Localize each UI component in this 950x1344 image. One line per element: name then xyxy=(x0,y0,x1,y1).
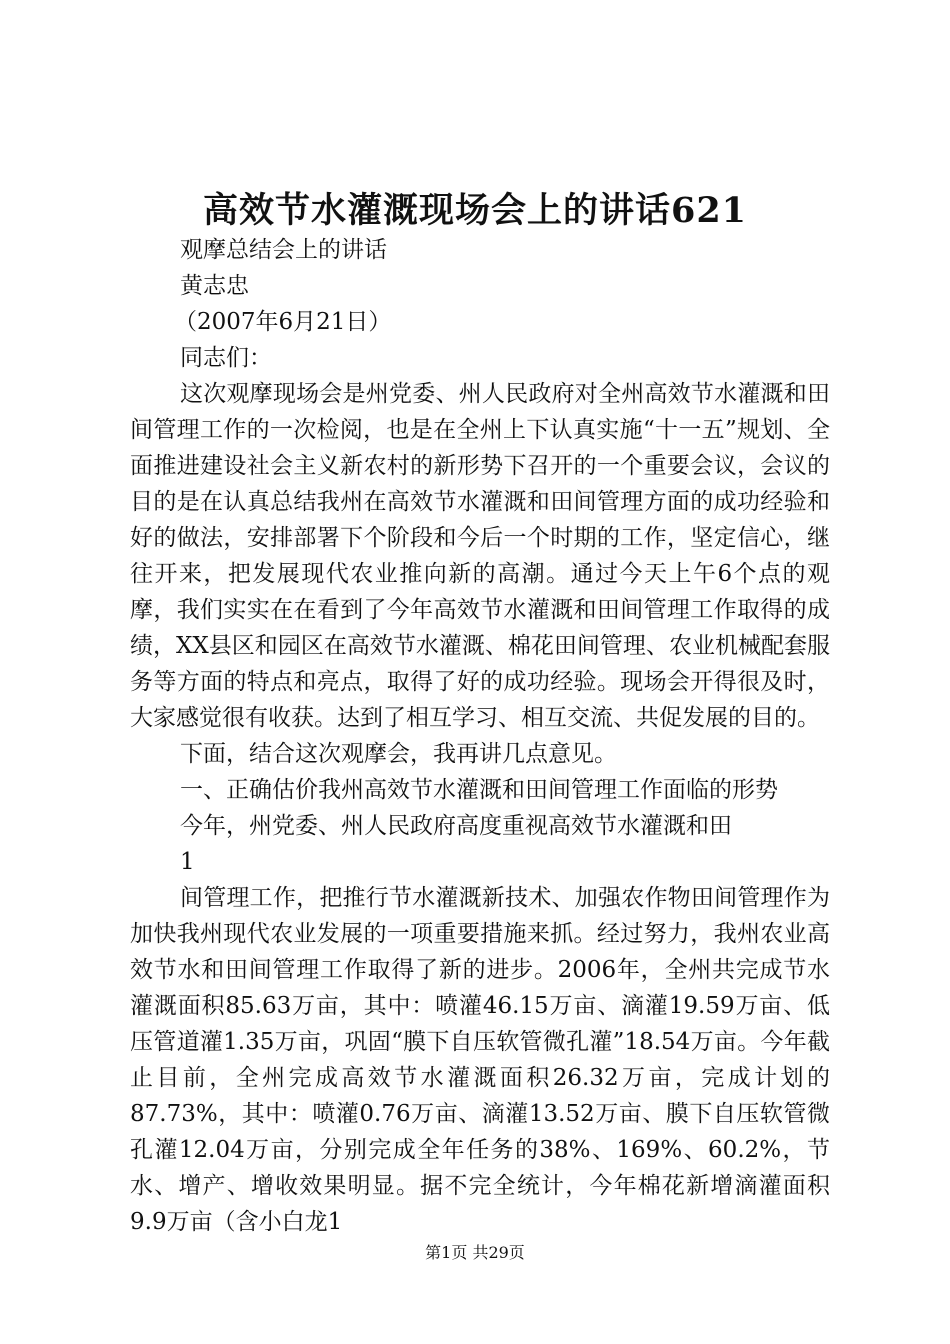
speech-heading: 观摩总结会上的讲话 xyxy=(180,237,387,263)
body-paragraph: 下面，结合这次观摩会，我再讲几点意见。 xyxy=(180,741,617,767)
salutation: 同志们： xyxy=(180,345,272,371)
document-body xyxy=(130,232,830,1240)
document-title: 高效节水灌溉现场会上的讲话621 xyxy=(202,190,748,231)
inline-page-number: 1 xyxy=(180,849,195,875)
section-heading: 一、正确估价我州高效节水灌溉和田间管理工作面临的形势 xyxy=(180,777,778,803)
body-paragraph: 今年，州党委、州人民政府高度重视高效节水灌溉和田 xyxy=(180,813,732,839)
body-paragraph: 间管理工作，把推行节水灌溉新技术、加强农作物田间管理作为加快我州现代农业发展的一项重要措施来抓。经过努力，我州农业高效节水和田间管理工作取得了新的进步。2006年，全州共完成节水灌溉面积85.63万亩，其中：喷灌46.15万亩、滴灌19.59万亩、低压管道灌1.35万亩，巩固“膜下自压软管微孔灌”18.54万亩。今年截止目前，全州完成高效节水灌溉面积26.32万亩，完成计划的87.73%，其中：喷灌0.76万亩、滴灌13.52万亩、膜下自压软管微孔灌12.04万亩，分别完成全年任务的38%、169%、60.2%，节水、增产、增收效果明显。据不完全统计，今年棉花新增滴灌面积9.9万亩（含小白龙1 xyxy=(130,885,830,1235)
page-footer: 第1页 共29页 xyxy=(425,1243,525,1262)
speech-date: （2007年6月21日） xyxy=(174,309,392,335)
speaker-name: 黄志忠 xyxy=(180,273,249,299)
body-paragraph: 这次观摩现场会是州党委、州人民政府对全州高效节水灌溉和田间管理工作的一次检阅，也是在全州上下认真实施“十一五”规划、全面推进建设社会主义新农村的新形势下召开的一个重要会议，会议的目的是在认真总结我州在高效节水灌溉和田间管理方面的成功经验和好的做法，安排部署下个阶段和今后一个时期的工作，坚定信心，继往开来，把发展现代农业推向新的高潮。通过今天上午6个点的观摩，我们实实在在看到了今年高效节水灌溉和田间管理工作取得的成绩，XX县区和园区在高效节水灌溉、棉花田间管理、农业机械配套服务等方面的特点和亮点，取得了好的成功经验。现场会开得很及时，大家感觉很有收获。达到了相互学习、相互交流、共促发展的目的。 xyxy=(130,381,830,731)
